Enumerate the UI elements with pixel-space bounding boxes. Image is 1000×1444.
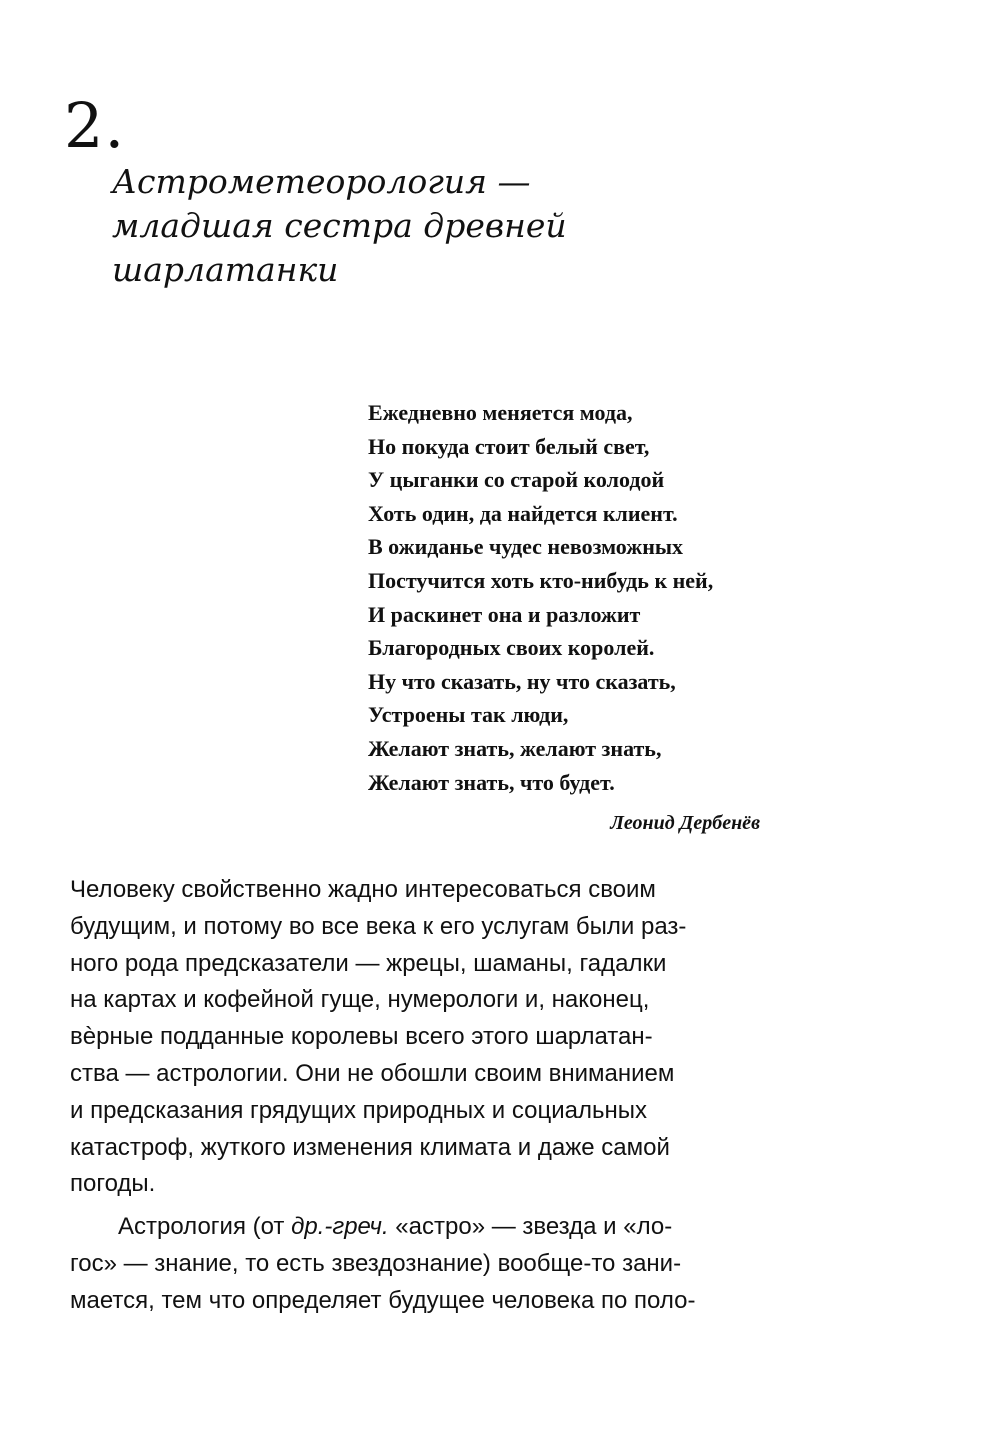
body-line: ства — астрологии. Они не обошли своим вниманием [70,1059,675,1087]
body-text [70,872,770,1320]
body-line: на картах и кофейной гуще, нумерологи и, наконец, [70,986,650,1014]
chapter-title [112,160,672,292]
epigraph-line: У цыганки со старой колодой [368,467,665,493]
epigraph-line: В ожиданье чудес невозможных [368,534,684,560]
body-line: катастроф, жуткого изменения климата и даже самой [70,1133,670,1161]
body-line: Человеку свойственно жадно интересоваться своим [70,876,656,903]
chapter-title-line: Астрометеорология — [112,162,531,201]
epigraph-line: Ну что сказать, ну что сказать, [368,668,676,694]
abbreviation-italic: др.-греч. [291,1213,389,1241]
body-text-segment: Астрология (от [118,1213,292,1241]
body-line: вѐрные подданные королевы всего этого шарлатан- [70,1023,653,1051]
epigraph-line: Ежедневно меняется мода, [368,400,633,425]
body-text-segment: «астро» — звезда и «ло- [388,1213,673,1241]
body-line-indented [70,1209,770,1246]
epigraph-line: И раскинет она и разложит [368,601,641,627]
epigraph-line: Но покуда стоит белый свет, [368,433,650,459]
epigraph-line: Благородных своих королей. [368,635,655,661]
epigraph-line: Постучится хоть кто-нибудь к ней, [368,567,714,593]
epigraph-line: Желают знать, желают знать, [368,735,662,761]
chapter-title-line: младшая сестра древней [112,206,567,245]
body-line: гос» — знание, то есть звездознание) вообще-то зани- [70,1249,682,1277]
body-line: будущим, и потому во все века к его услугам были раз- [70,912,687,940]
epigraph [368,396,788,799]
body-line: ного рода предсказатели — жрецы, шаманы, гадалки [70,949,667,977]
chapter-title-line: шарлатанки [112,250,339,289]
body-line: погоды. [70,1170,156,1198]
body-line: мается, тем что определяет будущее человека по поло- [70,1286,696,1314]
epigraph-line: Устроены так люди, [368,702,569,728]
chapter-number: 2. [64,89,126,162]
epigraph-line: Желают знать, что будет. [368,769,615,795]
epigraph-author: Леонид Дербенёв [610,812,760,834]
body-line: и предсказания грядущих природных и социальных [70,1096,647,1124]
epigraph-line: Хоть один, да найдется клиент. [368,500,678,526]
